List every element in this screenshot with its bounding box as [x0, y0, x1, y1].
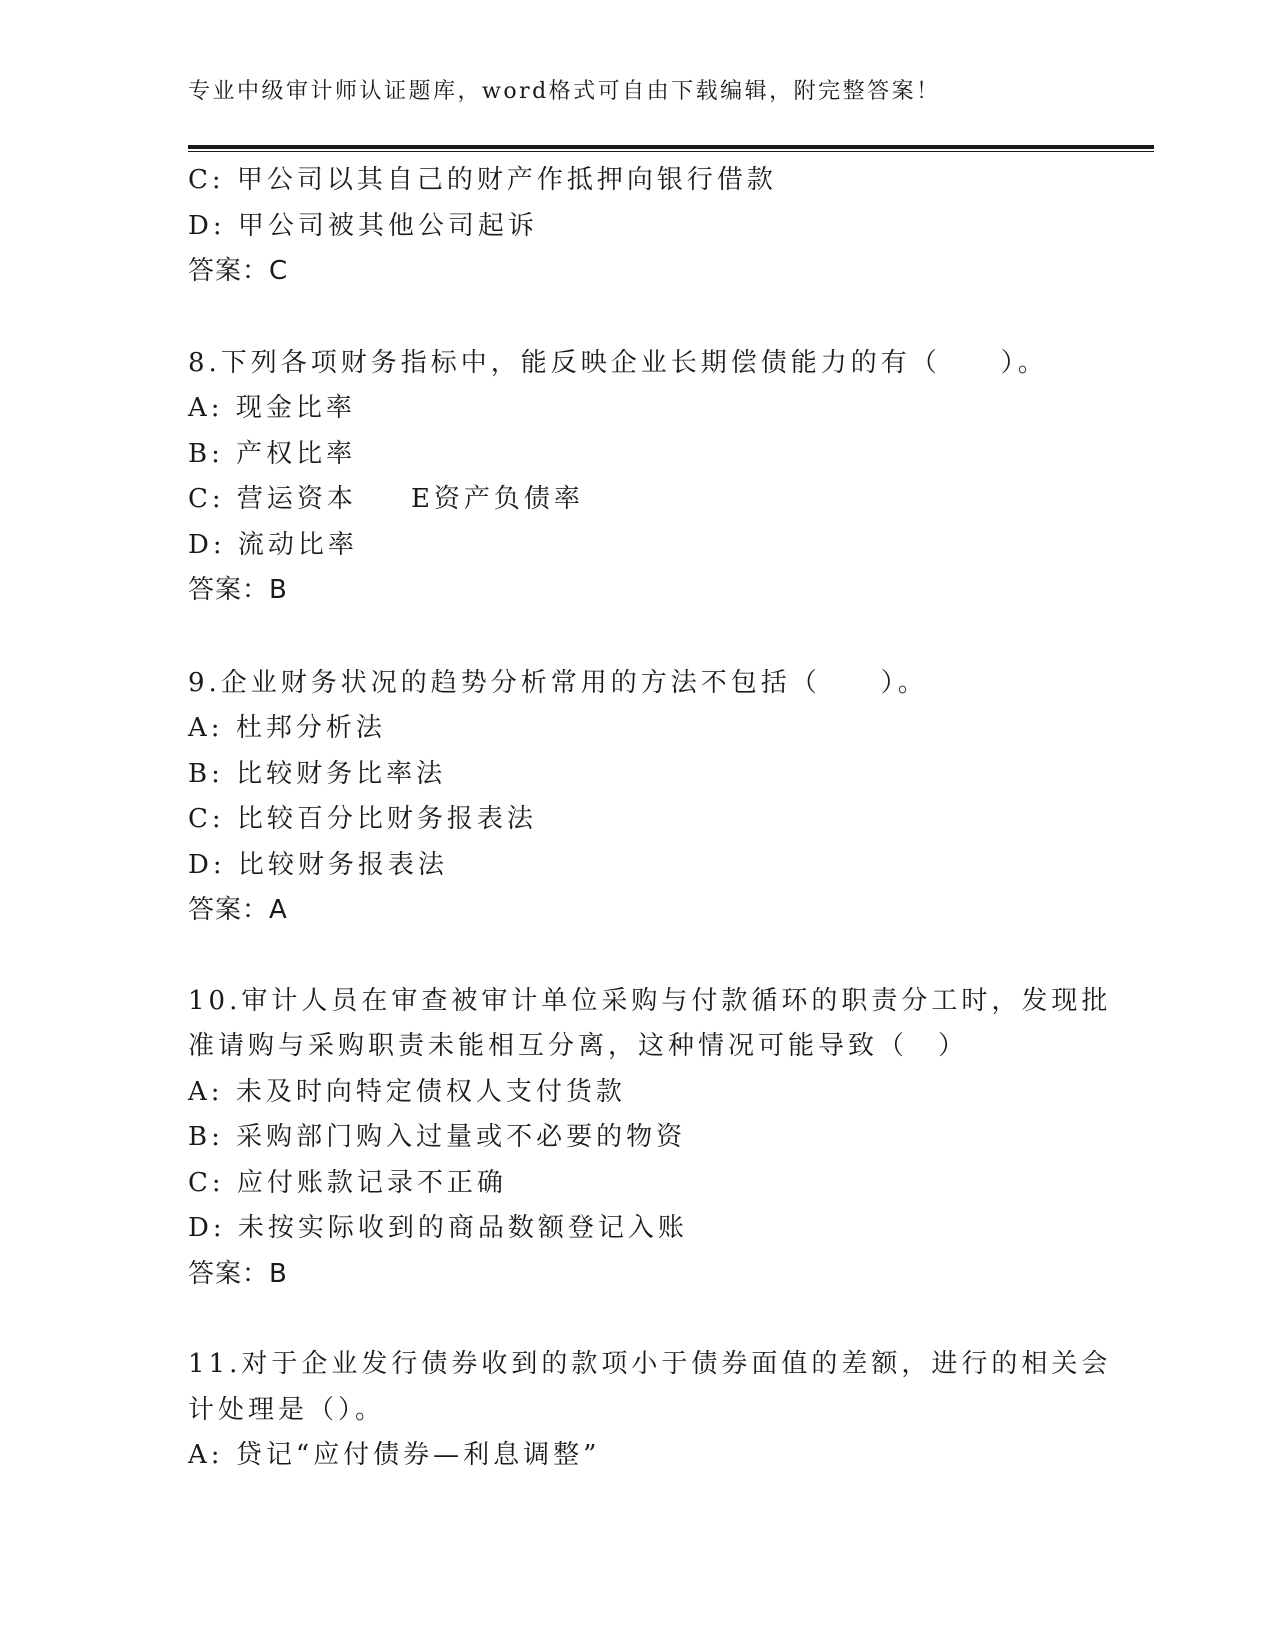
q7-answer: 答案：C — [188, 256, 289, 286]
q8-option-c — [188, 477, 1088, 523]
option-label: A: — [188, 713, 224, 743]
q11-question-line1: 11.对于企业发行债券收到的款项小于债券面值的差额，进行的相关会 — [188, 1349, 1112, 1379]
option-text: 甲公司被其他公司起诉 — [237, 210, 538, 241]
option-text: 贷记“应付债券—利息调整” — [235, 1440, 601, 1470]
option-text: 未按实际收到的商品数额登记入账 — [237, 1213, 688, 1243]
option-label: A: — [188, 1440, 224, 1470]
q10-option-d — [188, 1206, 1088, 1252]
q8-option-d — [188, 523, 1088, 569]
q9-answer: 答案：A — [188, 895, 288, 925]
option-text: 营运资本 — [236, 484, 357, 514]
q10-option-b — [188, 1115, 1088, 1161]
option-label: A: — [188, 1076, 224, 1107]
option-label: C: — [188, 165, 225, 195]
q8-option-b — [188, 432, 1088, 478]
q8-answer: 答案：B — [188, 575, 288, 605]
option-label: D: — [188, 1213, 226, 1243]
q9-question: 9.企业财务状况的趋势分析常用的方法不包括（ ）。 — [188, 667, 928, 698]
option-extra-text: E资产负债率 — [410, 484, 584, 514]
q8-question: 8.下列各项财务指标中，能反映企业长期偿债能力的有（ ）。 — [188, 347, 1048, 378]
q10-question-line2: 准请购与采购职责未能相互分离，这种情况可能导致（ ） — [188, 1031, 969, 1061]
q8-option-a — [188, 386, 1088, 432]
header-rule-thin — [188, 151, 1154, 152]
q11-option-a — [188, 1433, 1088, 1479]
option-label: A: — [188, 393, 224, 423]
header-rule-thick — [188, 145, 1154, 149]
option-label: B: — [188, 1122, 224, 1152]
option-label: B: — [188, 438, 224, 469]
q9-option-b — [188, 752, 1088, 798]
option-text: 比较百分比财务报表法 — [236, 804, 537, 834]
option-label: D: — [188, 849, 226, 880]
q7-option-d — [188, 204, 1088, 250]
document-body — [188, 158, 1112, 1479]
option-text: 甲公司以其自己的财产作抵押向银行借款 — [236, 165, 777, 195]
q11-question-line2: 计处理是（）。 — [188, 1394, 386, 1425]
option-text: 比较财务比率法 — [236, 758, 447, 789]
option-text: 现金比率 — [235, 393, 356, 423]
option-label: C: — [188, 1167, 225, 1198]
option-label: D: — [188, 529, 226, 560]
q9-option-d — [188, 843, 1088, 889]
q10-answer: 答案：B — [188, 1258, 288, 1289]
option-text: 流动比率 — [237, 529, 358, 560]
option-text: 比较财务报表法 — [237, 849, 448, 880]
option-text: 产权比率 — [236, 438, 357, 469]
option-text: 采购部门购入过量或不必要的物资 — [236, 1122, 687, 1152]
q9-option-c — [188, 797, 1088, 843]
page-header: 专业中级审计师认证题库，word格式可自由下载编辑，附完整答案！ — [188, 79, 941, 104]
q9-option-a — [188, 706, 1088, 752]
q10-option-a — [188, 1070, 1088, 1116]
option-label: C: — [188, 484, 225, 514]
q10-option-c — [188, 1161, 1088, 1207]
option-label: C: — [188, 804, 225, 834]
option-text: 杜邦分析法 — [235, 713, 386, 743]
q7-option-c — [188, 158, 1088, 204]
option-text: 应付账款记录不正确 — [236, 1167, 507, 1198]
option-label: D: — [188, 210, 226, 241]
option-text: 未及时向特定债权人支付货款 — [235, 1076, 626, 1107]
q10-question-line1: 10.审计人员在审查被审计单位采购与付款循环的职责分工时，发现批 — [188, 985, 1112, 1016]
option-label: B: — [188, 758, 224, 789]
